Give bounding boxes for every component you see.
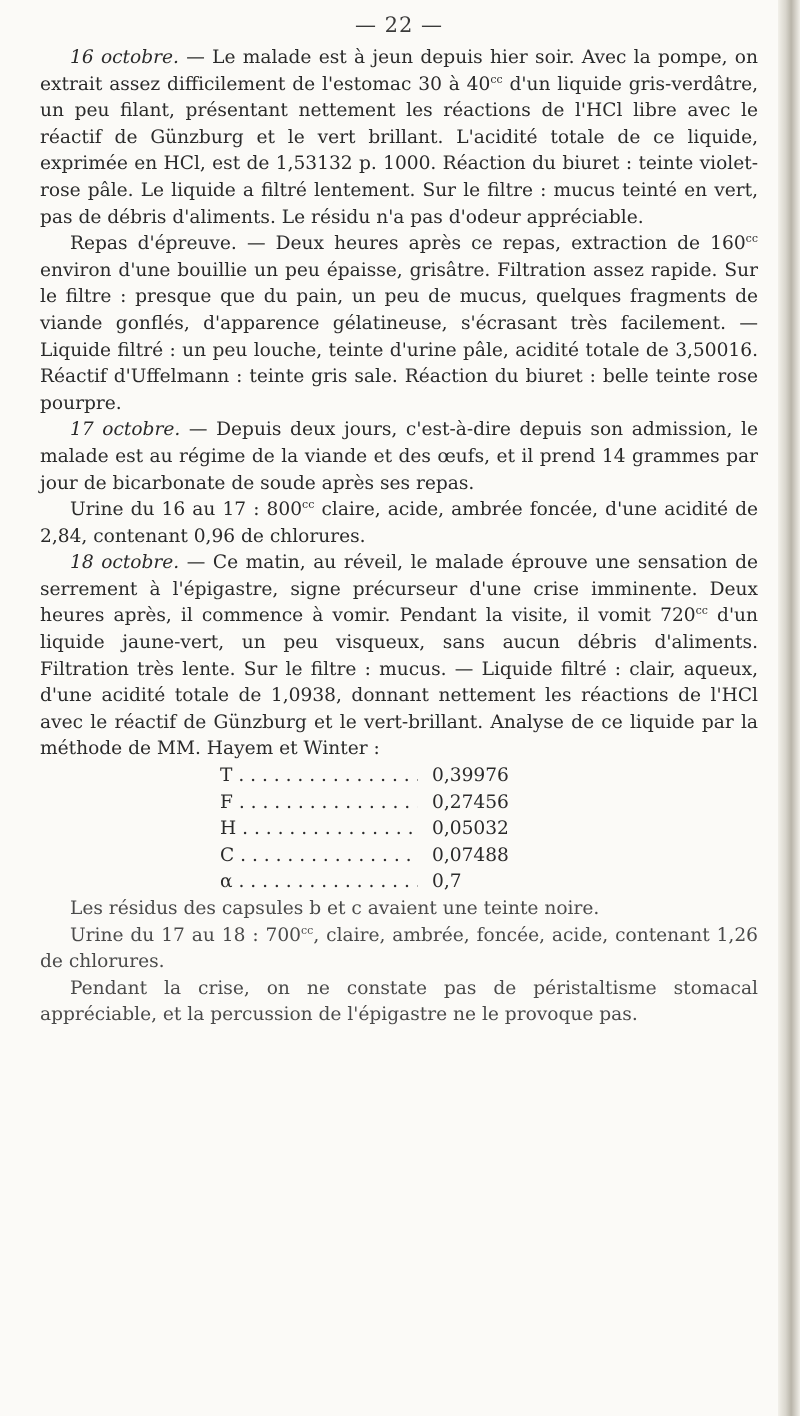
analysis-row (220, 869, 520, 896)
paragraph-text: Les résidus des capsules b et c avaient une teinte noire. (70, 898, 600, 919)
date-heading: 16 octobre. (70, 47, 179, 68)
analysis-row (220, 763, 520, 790)
date-heading: 17 octobre. (70, 419, 181, 441)
unit-superscript: cc (695, 604, 708, 618)
paragraph-urine-17-18 (40, 923, 758, 976)
paragraph-18-octobre (40, 550, 758, 763)
paragraph-17-octobre (40, 417, 758, 497)
analysis-label: α . . . (220, 869, 418, 896)
unit-superscript: cc (490, 72, 503, 86)
page-number: — 22 — (354, 13, 444, 37)
analysis-label: T . . . (220, 763, 418, 790)
analysis-label: F . . . (220, 790, 418, 817)
page-content (40, 5, 758, 1029)
analysis-value: 0,7 (432, 871, 462, 893)
unit-superscript: cc (301, 923, 314, 937)
unit-superscript: cc (745, 231, 758, 245)
paragraph-text: Urine du 17 au 18 : 700 (70, 924, 302, 946)
analysis-label: C . . . (220, 843, 418, 870)
paragraph-text: — Depuis deux jours, c'est-à-dire depuis son admission, le malade est au régime de la viande et des œufs, et il prend 14 grammes par jour de bicarbonate de soude après ses repas. (40, 419, 758, 494)
analysis-table (220, 763, 520, 896)
paragraph-text: — Ce matin, au réveil, le malade éprouve une sensation de serrement à l'épigastre, signe précurseur d'une crise imminente. Deux heures après, il commence à vomir. Pendant la visite, il vomit 720 (40, 552, 758, 627)
paragraph-text-continued: d'un liquide jaune-vert, un peu visqueux, sans aucun débris d'aliments. Filtration très lente. Sur le filtre : mucus. — Liquide filtré : clair, aqueux, d'une acidité totale de 1,0938, donnant nettement les réactions de l'HCl avec le réactif de Günzburg et le vert-brillant. Analyse de ce liquide par la méthode de MM. Hayem et Winter : (40, 605, 759, 760)
analysis-row (220, 790, 520, 817)
paragraph-text: Urine du 16 au 17 : 800 (70, 499, 303, 521)
paragraph-text: Repas d'épreuve. — Deux heures après ce repas, extraction de 160 (70, 233, 746, 255)
paragraph-16-octobre (40, 45, 758, 231)
analysis-value: 0,05032 (432, 818, 509, 840)
paragraph-repas-epreuve (40, 231, 758, 417)
analysis-value: 0,07488 (432, 844, 509, 866)
paragraph-residus (40, 896, 758, 923)
paragraph-pendant-crise (40, 976, 758, 1029)
paragraph-text-continued: d'un liquide gris-verdâtre, un peu filant, présentant nettement les réactions de l'HCl libre avec le réactif de Günzburg et le vert brillant. L'acidité totale de ce liquide, exprimée en HCl, est de 1,53132 p. 1000. Réaction du biuret : teinte violet-rose pâle. Le liquide a filtré lentement. Sur le filtre : mucus teinté en vert, pas de débris d'aliments. Le résidu n'a pas d'odeur appréciable. (40, 73, 758, 228)
analysis-value: 0,27456 (432, 791, 509, 813)
page-binding-edge (778, 0, 800, 1416)
paragraph-text: — Le malade est à jeun depuis hier soir. Avec la pompe, on extrait assez difficilement de l'estomac 30 à 40 (40, 47, 758, 95)
paragraph-text: Pendant la crise, on ne constate pas de péristaltisme stomacal appréciable, et la percussion de l'épigastre ne le provoque pas. (40, 977, 758, 1026)
unit-superscript: cc (302, 497, 315, 511)
analysis-row (220, 816, 520, 843)
paragraph-text-continued: environ d'une bouillie un peu épaisse, grisâtre. Filtration assez rapide. Sur le filtre : presque que du pain, un peu de mucus, quelques fragments de viande gonflés, d'apparence gélatineuse, s'écrasant très facilement. — Liquide filtré : un peu louche, teinte d'urine pâle, acidité totale de 3,50016. Réactif d'Uffelmann : teinte gris sale. Réaction du biuret : belle teinte rose pourpre. (40, 259, 758, 414)
analysis-value: 0,39976 (432, 765, 509, 787)
analysis-row (220, 843, 520, 870)
paragraph-text-continued: , claire, ambrée, foncée, acide, contenant 1,26 de chlorures. (40, 924, 758, 973)
analysis-label: H . . . (220, 816, 418, 843)
date-heading: 18 octobre. (70, 552, 180, 574)
paragraph-text-continued: claire, acide, ambrée foncée, d'une acidité de 2,84, contenant 0,96 de chlorures. (40, 499, 759, 547)
paragraph-urine-16-17 (40, 497, 758, 550)
